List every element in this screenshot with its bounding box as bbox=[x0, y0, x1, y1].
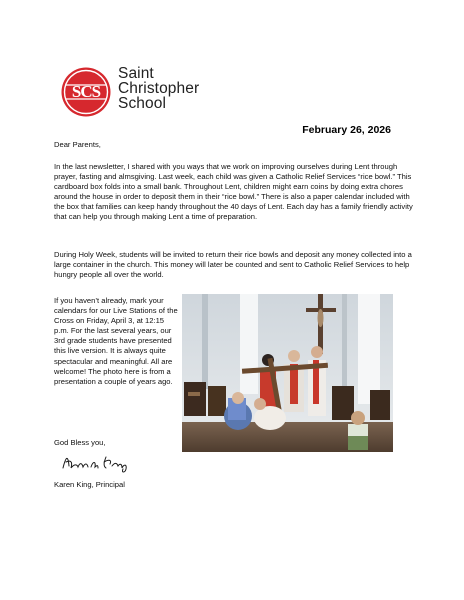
paragraph-stations-of-cross: If you haven’t already, mark your calendars for our Live Stations of the Cross on Friday, April 3, at 12:15 p.m. For the last several years, our 3rd grade students have presented this live version. It is always quite spectacular and meaningful. All are welcome! The photo here is from a presentation a couple of years ago. bbox=[54, 296, 178, 386]
principal-signature bbox=[60, 452, 135, 474]
logo-letters: SCS bbox=[71, 82, 101, 101]
signer-name: Karen King, Principal bbox=[54, 480, 125, 489]
school-name bbox=[118, 66, 199, 111]
school-name-line: School bbox=[118, 95, 166, 112]
letter-date: February 26, 2026 bbox=[302, 124, 391, 136]
salutation: Dear Parents, bbox=[54, 140, 101, 149]
paragraph-holy-week: During Holy Week, students will be invited to return their rice bowls and deposit any money collected into a large container in the church. This money will later be counted and sent to Catholic Relief Services to help hungry people all over the world. bbox=[54, 250, 412, 280]
stations-of-the-cross-photo bbox=[182, 294, 393, 452]
closing: God Bless you, bbox=[54, 438, 106, 447]
school-name-line: Saint bbox=[118, 65, 154, 82]
school-name-line: Christopher bbox=[118, 80, 200, 97]
paragraph-rice-bowl: In the last newsletter, I shared with you ways that we work on improving ourselves during Lent through prayer, fasting and almsgiving. Last week, each child was given a Catholic Relief Services “rice bowl.” This cardboard box folds into a small bank. Throughout Lent, children might earn coins by doing extra chores around the house in order to deposit them in their “rice bowl.” There is also a paper calendar included with the box that families can keep handy throughout the 40 days of Lent. Each day has a family friendly activity that can help you through making Lent a time of preparation. bbox=[54, 162, 413, 222]
school-logo bbox=[60, 66, 112, 118]
